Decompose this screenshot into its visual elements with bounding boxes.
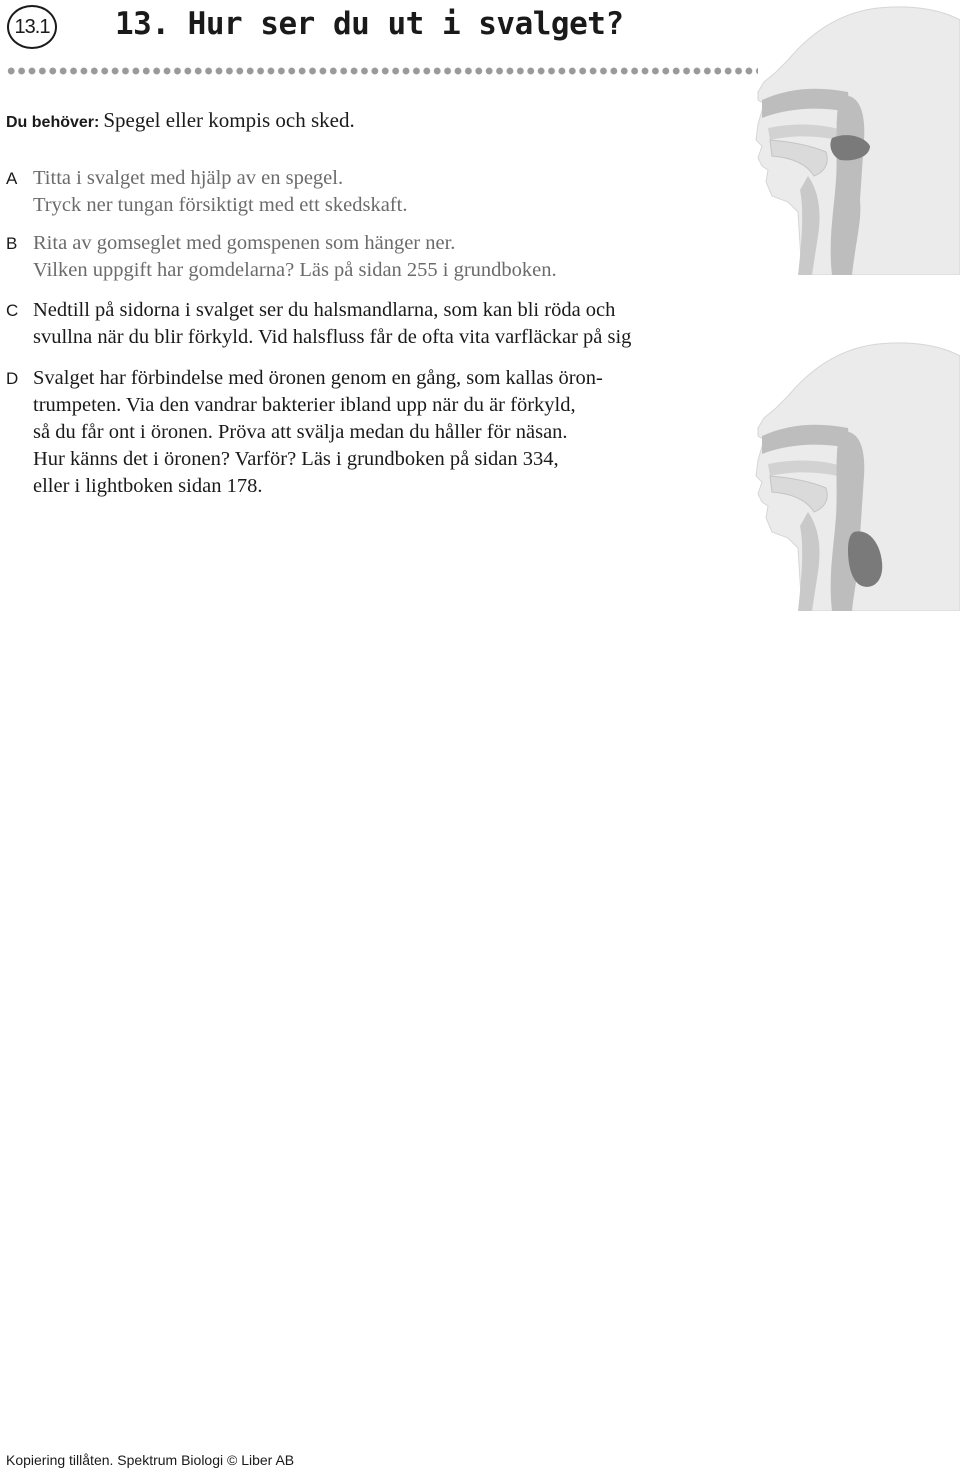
materials-text: Spegel eller kompis och sked. bbox=[103, 108, 355, 132]
task-text-line: Nedtill på sidorna i svalget ser du halsmandlarna, som kan bli röda och bbox=[33, 299, 616, 321]
head-cross-section-uvula-illustration bbox=[748, 0, 960, 275]
footer-copyright: Kopiering tillåten. Spektrum Biologi © Liber AB bbox=[6, 1452, 295, 1468]
task-text-line: så du får ont i öronen. Pröva att svälja medan du håller för näsan. bbox=[33, 421, 568, 443]
materials-needed bbox=[6, 108, 355, 133]
dotted-divider bbox=[6, 66, 758, 76]
task-letter: D bbox=[6, 369, 19, 388]
task-text-line: Tryck ner tungan försiktigt med ett skedskaft. bbox=[33, 194, 408, 216]
task-text-line: Vilken uppgift har gomdelarna? Läs på sidan 255 i grundboken. bbox=[33, 259, 557, 281]
task-letter: B bbox=[6, 234, 18, 253]
task-text-line: svullna när du blir förkyld. Vid halsfluss får de ofta vita varfläckar på sig bbox=[33, 326, 632, 348]
task-text-line: eller i lightboken sidan 178. bbox=[33, 475, 263, 497]
task-text-line: Svalget har förbindelse med öronen genom en gång, som kallas öron- bbox=[33, 367, 603, 389]
task-text-line: Titta i svalget med hjälp av en spegel. bbox=[33, 167, 344, 189]
task-text-line: Hur känns det i öronen? Varför? Läs i grundboken på sidan 334, bbox=[33, 448, 559, 470]
task-text-line: trumpeten. Via den vandrar bakterier ibland upp när du är förkyld, bbox=[33, 394, 576, 416]
task-letter: A bbox=[6, 169, 18, 188]
page-title: 13. Hur ser du ut i svalget? bbox=[115, 6, 624, 42]
section-number-badge: 13.1 bbox=[7, 5, 57, 49]
materials-label: Du behöver: bbox=[6, 114, 100, 131]
head-cross-section-tonsils-illustration bbox=[748, 336, 960, 611]
task-text-line: Rita av gomseglet med gomspenen som hänger ner. bbox=[33, 232, 456, 254]
task-letter: C bbox=[6, 301, 19, 320]
